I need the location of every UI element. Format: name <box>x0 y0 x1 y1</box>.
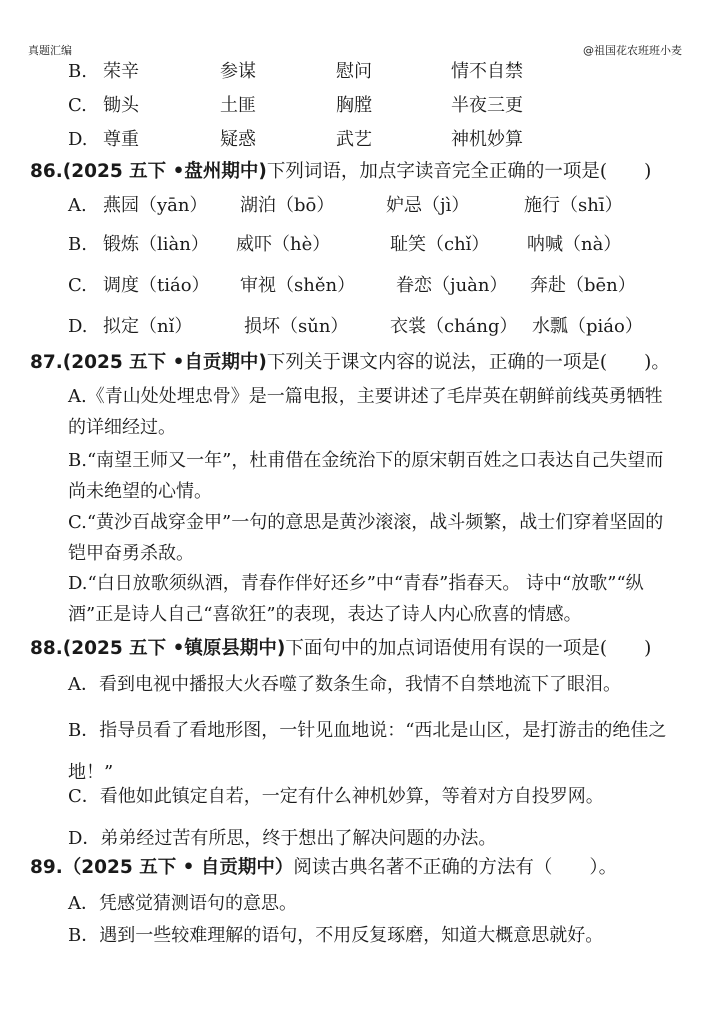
q87-option-c: C.“黄沙百战穿金甲”一句的意思是黄沙滚滚，战斗频繁，战士们穿着坚固的铠甲奋勇杀敌。 <box>68 512 664 564</box>
q88-number: 88. <box>30 638 63 659</box>
q88-option-d: D．弟弟经过苦有所思，终于想出了解决问题的办法。 <box>68 828 497 849</box>
q87-source: (2025 五下 •自贡期中) <box>62 352 267 373</box>
q88-stem <box>30 637 651 661</box>
q87-stem-text: 下列关于课文内容的说法，正确的一项是( )。 <box>266 352 670 373</box>
q89-option-b: B．遇到一些较难理解的语句，不用反复琢磨，知道大概意思就好。 <box>68 925 604 946</box>
q87-number: 87. <box>30 352 63 373</box>
q87-option-a: A.《青山处处埋忠骨》是一篇电报，主要讲述了毛岸英在朝鲜前线英勇牺牲的详细经过。 <box>68 386 663 438</box>
q89-stem-text: 阅读古典名著不正确的方法有（ ）。 <box>293 857 618 878</box>
q86-number: 86. <box>30 161 63 182</box>
q89-number: 89. <box>30 857 63 878</box>
q87-option-b: B.“南望王师又一年”，杜甫借在金统治下的原宋朝百姓之口表达自己失望而尚未绝望的心情。 <box>68 450 664 502</box>
q87-stem <box>30 351 670 375</box>
q88-option-c: C．看他如此镇定自若，一定有什么神机妙算，等着对方自投罗网。 <box>68 786 604 807</box>
q86-stem-text: 下列词语，加点字读音完全正确的一项是( ) <box>266 161 652 182</box>
q86-source: (2025 五下 •盘州期中) <box>62 161 267 182</box>
q88-option-b: B．指导员看了看地形图，一针见血地说：“西北是山区，是打游击的绝佳之地！” <box>68 720 667 783</box>
q88-option-a: A．看到电视中播报大火吞噬了数条生命，我情不自禁地流下了眼泪。 <box>68 674 621 695</box>
q86-stem <box>30 160 651 184</box>
q89-option-a: A．凭感觉猜测语句的意思。 <box>68 893 297 914</box>
q89-source: （2025 五下 • 自贡期中） <box>62 857 294 878</box>
q88-stem-text: 下面句中的加点词语使用有误的一项是( ) <box>285 638 652 659</box>
q88-source: (2025 五下 •镇原县期中) <box>62 638 286 659</box>
q89-stem <box>30 856 617 880</box>
q87-option-d: D.“白日放歌须纵酒，青春作伴好还乡”中“青春”指春天。 诗中“放歌”“纵酒”正是诗人自己“喜欲狂”的表现，表达了诗人内心欣喜的情感。 <box>68 573 644 625</box>
header-left-label: 真题汇编 <box>28 44 72 57</box>
header-right-label: @祖国花农班班小麦 <box>583 44 682 57</box>
